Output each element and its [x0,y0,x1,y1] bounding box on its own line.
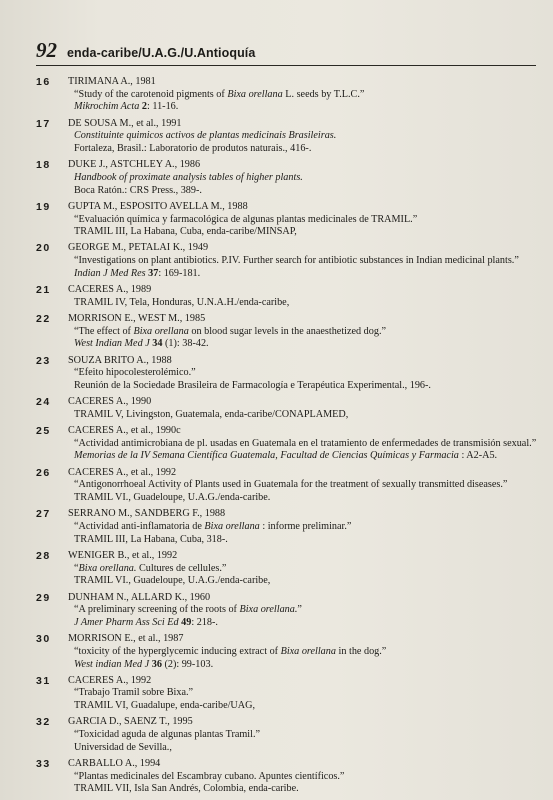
reference-line [68,687,546,700]
reference-author [68,118,546,131]
reference-body [68,76,546,114]
reference-line [68,185,546,198]
reference-line [68,479,546,492]
reference-line [68,255,546,268]
text-segment: “Trabajo Tramil sobre Bixa.” [74,687,194,699]
reference-number: 17 [36,117,51,130]
reference-entry [36,201,546,239]
text-segment: GUPTA M., ESPOSITO AVELLA M., 1988 [68,200,248,212]
reference-author [68,76,546,89]
reference-entry [36,118,546,156]
text-segment: DUKE J., ASTCHLEY A., 1986 [68,159,201,171]
reference-body [68,467,546,505]
text-segment: CACERES A., 1989 [68,284,152,296]
text-segment: in the dog.” [335,645,387,657]
reference-line [68,646,546,659]
reference-line [68,742,546,755]
italic-text: Bixa orellana [280,645,336,657]
reference-author [68,201,546,214]
reference-entry [36,425,546,463]
italic-text: Mikrochim Acta [74,101,140,113]
reference-entry [36,355,546,393]
volume-number: 49 [178,616,192,628]
reference-line [68,783,546,796]
text-segment: TRAMIL III, La Habana, Cuba, 318-. [74,533,228,545]
italic-text: Bixa orellana [133,325,189,337]
reference-line [68,367,546,380]
reference-author [68,550,546,563]
reference-entry [36,396,546,421]
text-segment: “The effect of [74,325,134,337]
italic-text: Constituinte quimicos activos de plantas medicinais Brasileiras. [74,130,337,142]
reference-entry [36,284,546,309]
reference-entry [36,758,546,796]
reference-number: 30 [36,633,51,646]
reference-entry [36,508,546,546]
text-segment: ” [297,604,302,616]
text-segment: TRAMIL VI., Guadeloupe, U.A.G./enda-caribe. [74,492,271,504]
text-segment: : 169-181. [158,267,201,279]
reference-line [68,172,546,185]
reference-line [68,492,546,505]
text-segment: TRAMIL IV, Tela, Honduras, U.N.A.H./enda-caribe, [74,296,290,308]
text-segment: “Plantas medicinales del Escambray cubano. Apuntes científicos.” [74,770,345,782]
reference-number: 22 [36,312,51,325]
reference-line [68,771,546,784]
reference-body [68,313,546,351]
reference-author [68,242,546,255]
page-number: 92 [36,38,57,62]
reference-number: 21 [36,284,51,297]
reference-line [68,450,546,463]
reference-author [68,284,546,297]
reference-author [68,675,546,688]
volume-number: 2 [139,101,147,113]
reference-entry [36,159,546,197]
italic-text: Bixa orellana [227,88,283,100]
reference-number: 20 [36,242,51,255]
reference-body [68,425,546,463]
text-segment: SOUZA BRITO A., 1988 [68,354,172,366]
reference-entry [36,76,546,114]
reference-number: 16 [36,76,51,88]
reference-body [68,118,546,156]
reference-body [68,592,546,630]
reference-author [68,396,546,409]
text-segment: TRAMIL V, Livingston, Guatemala, enda-caribe/CONAPLAMED, [74,408,349,420]
page-header [36,38,536,64]
reference-body [68,159,546,197]
text-segment: “Evaluación química y farmacológica de algunas plantas medicinales de TRAMIL.” [74,213,418,225]
reference-line [68,89,546,102]
text-segment: SERRANO M., SANDBERG F., 1988 [68,508,226,520]
reference-author [68,425,546,438]
italic-text: West Indian Med J [74,338,150,350]
reference-body [68,758,546,796]
text-segment: WENIGER B., et al., 1992 [68,549,178,561]
reference-line [68,409,546,422]
text-segment: Boca Ratón.: CRS Press., 389-. [74,184,202,196]
volume-number: 37 [145,267,159,279]
text-segment: : 218-. [191,616,218,628]
text-segment: CACERES A., et al., 1992 [68,466,177,478]
reference-line [68,617,546,630]
text-segment: L. seeds by T.L.C.” [282,88,365,100]
reference-body [68,242,546,280]
italic-text: West indian Med J [74,658,150,670]
italic-text: Bixa orellana. [78,562,137,574]
text-segment: “A preliminary screening of the roots of [74,604,240,616]
reference-line [68,575,546,588]
reference-line [68,604,546,617]
reference-number: 27 [36,508,51,521]
reference-author [68,758,546,771]
reference-line [68,338,546,351]
reference-entry [36,467,546,505]
text-segment: “Actividad antimicrobiana de pl. usadas en Guatemala en el tratamiento de enfermedades de transmisión sexual.” [74,437,537,449]
reference-number: 23 [36,354,51,367]
text-segment: “Antigonorrhoeal Activity of Plants used in Guatemala for the treatment of sexually transmitted diseases.” [74,479,508,491]
reference-number: 32 [36,716,51,729]
reference-line [68,268,546,281]
text-segment: DUNHAM N., ALLARD K., 1960 [68,591,211,603]
text-segment: TRAMIL VI, Guadalupe, enda-caribe/UAG, [74,700,256,712]
text-segment: Reunión de la Sociedade Brasileira de Farmacología e Terapéutica Experimental., 196-. [74,379,431,391]
text-segment: TRAMIL VII, Isla San Andrés, Colombia, enda-caribe. [74,783,299,795]
reference-entry [36,242,546,280]
reference-number: 18 [36,159,51,172]
reference-number: 28 [36,549,51,562]
reference-author [68,313,546,326]
italic-text: Memorias de la IV Semana Científica Guatemala, Facultad de Ciencias Químicas y Farmacia [74,450,459,462]
reference-number: 24 [36,396,51,409]
text-segment: “Actividad anti-inflamatoria de [74,521,205,532]
text-segment: : 11-16. [147,101,179,113]
text-segment: Fortaleza, Brasil.: Laboratorio de produtos naturais., 416-. [74,143,312,155]
reference-line [68,214,546,227]
reference-line [68,700,546,713]
header-rule [36,65,536,66]
reference-number: 26 [36,466,51,479]
text-segment: “Toxicidad aguda de algunas plantas Tramil.” [74,729,261,741]
text-segment: “Study of the carotenoid pigments of [74,88,228,100]
text-segment: GEORGE M., PETALAI K., 1949 [68,242,209,254]
volume-number: 34 [149,338,163,350]
reference-author [68,633,546,646]
reference-line [68,438,546,451]
reference-entry [36,675,546,713]
text-segment: TRAMIL VI., Guadeloupe, U.A.G./enda-caribe, [74,575,271,587]
reference-line [68,326,546,339]
reference-body [68,633,546,671]
text-segment: CACERES A., 1992 [68,674,152,686]
reference-author [68,508,546,521]
reference-body [68,201,546,239]
reference-line [68,521,546,534]
reference-entry [36,633,546,671]
text-segment: GARCIA D., SAENZ T., 1995 [68,716,193,728]
text-segment: “Investigations on plant antibiotics. P.IV. Further search for antibiotic substances in Indian medicinal plants.” [74,255,519,267]
reference-number: 29 [36,591,51,604]
text-segment: DE SOUSA M., et al., 1991 [68,117,182,129]
reference-body [68,716,546,754]
reference-line [68,130,546,143]
reference-body [68,284,546,309]
reference-line [68,729,546,742]
text-segment: CARBALLO A., 1994 [68,757,161,769]
text-segment: (1): 38-42. [162,338,209,350]
reference-author [68,467,546,480]
text-segment: “toxicity of the hyperglycemic inducing extract of [74,645,281,657]
reference-author [68,716,546,729]
reference-body [68,675,546,713]
italic-text: Handbook of proximate analysis tables of higher plants. [74,171,303,183]
reference-line [68,101,546,114]
reference-line [68,659,546,672]
reference-entry [36,550,546,588]
reference-entry [36,592,546,630]
reference-author [68,592,546,605]
italic-text: J Amer Pharm Ass Sci Ed [74,616,179,628]
text-segment: TIRIMANA A., 1981 [68,76,156,87]
text-segment: MORRISON E., et al., 1987 [68,633,184,645]
text-segment: “ [74,562,79,574]
reference-body [68,508,546,546]
text-segment: CACERES A., 1990 [68,396,152,408]
text-segment: on blood sugar levels in the anaesthetized dog.” [188,325,387,337]
italic-text: Bixa orellana [204,521,260,532]
reference-line [68,534,546,547]
reference-line [68,143,546,156]
text-segment: TRAMIL III, La Habana, Cuba, enda-caribe/MINSAP, [74,226,297,238]
reference-author [68,159,546,172]
italic-text: Indian J Med Res [74,267,146,279]
reference-author [68,355,546,368]
reference-number: 33 [36,757,51,770]
reference-body [68,550,546,588]
reference-line [68,297,546,310]
reference-line [68,226,546,239]
text-segment: CACERES A., et al., 1990c [68,425,181,437]
running-head: enda-caribe/U.A.G./U.Antioquía [67,46,256,60]
reference-number: 31 [36,674,51,687]
text-segment: Universidad de Sevilla., [74,741,172,753]
reference-entry [36,313,546,351]
reference-number: 25 [36,425,51,438]
reference-body [68,396,546,421]
text-segment: : A2-A5. [458,450,498,462]
text-segment: : informe preliminar.” [259,521,352,532]
text-segment: (2): 99-103. [161,658,214,670]
italic-text: Bixa orellana. [239,604,298,616]
text-segment: Cultures de cellules.” [136,562,227,574]
reference-line [68,563,546,576]
reference-number: 19 [36,200,51,213]
reference-entry [36,716,546,754]
reference-list [36,76,546,800]
volume-number: 36 [149,658,162,670]
text-segment: MORRISON E., WEST M., 1985 [68,312,206,324]
text-segment: “Efeito hipocolesterolémico.” [74,367,196,379]
reference-body [68,355,546,393]
reference-line [68,380,546,393]
